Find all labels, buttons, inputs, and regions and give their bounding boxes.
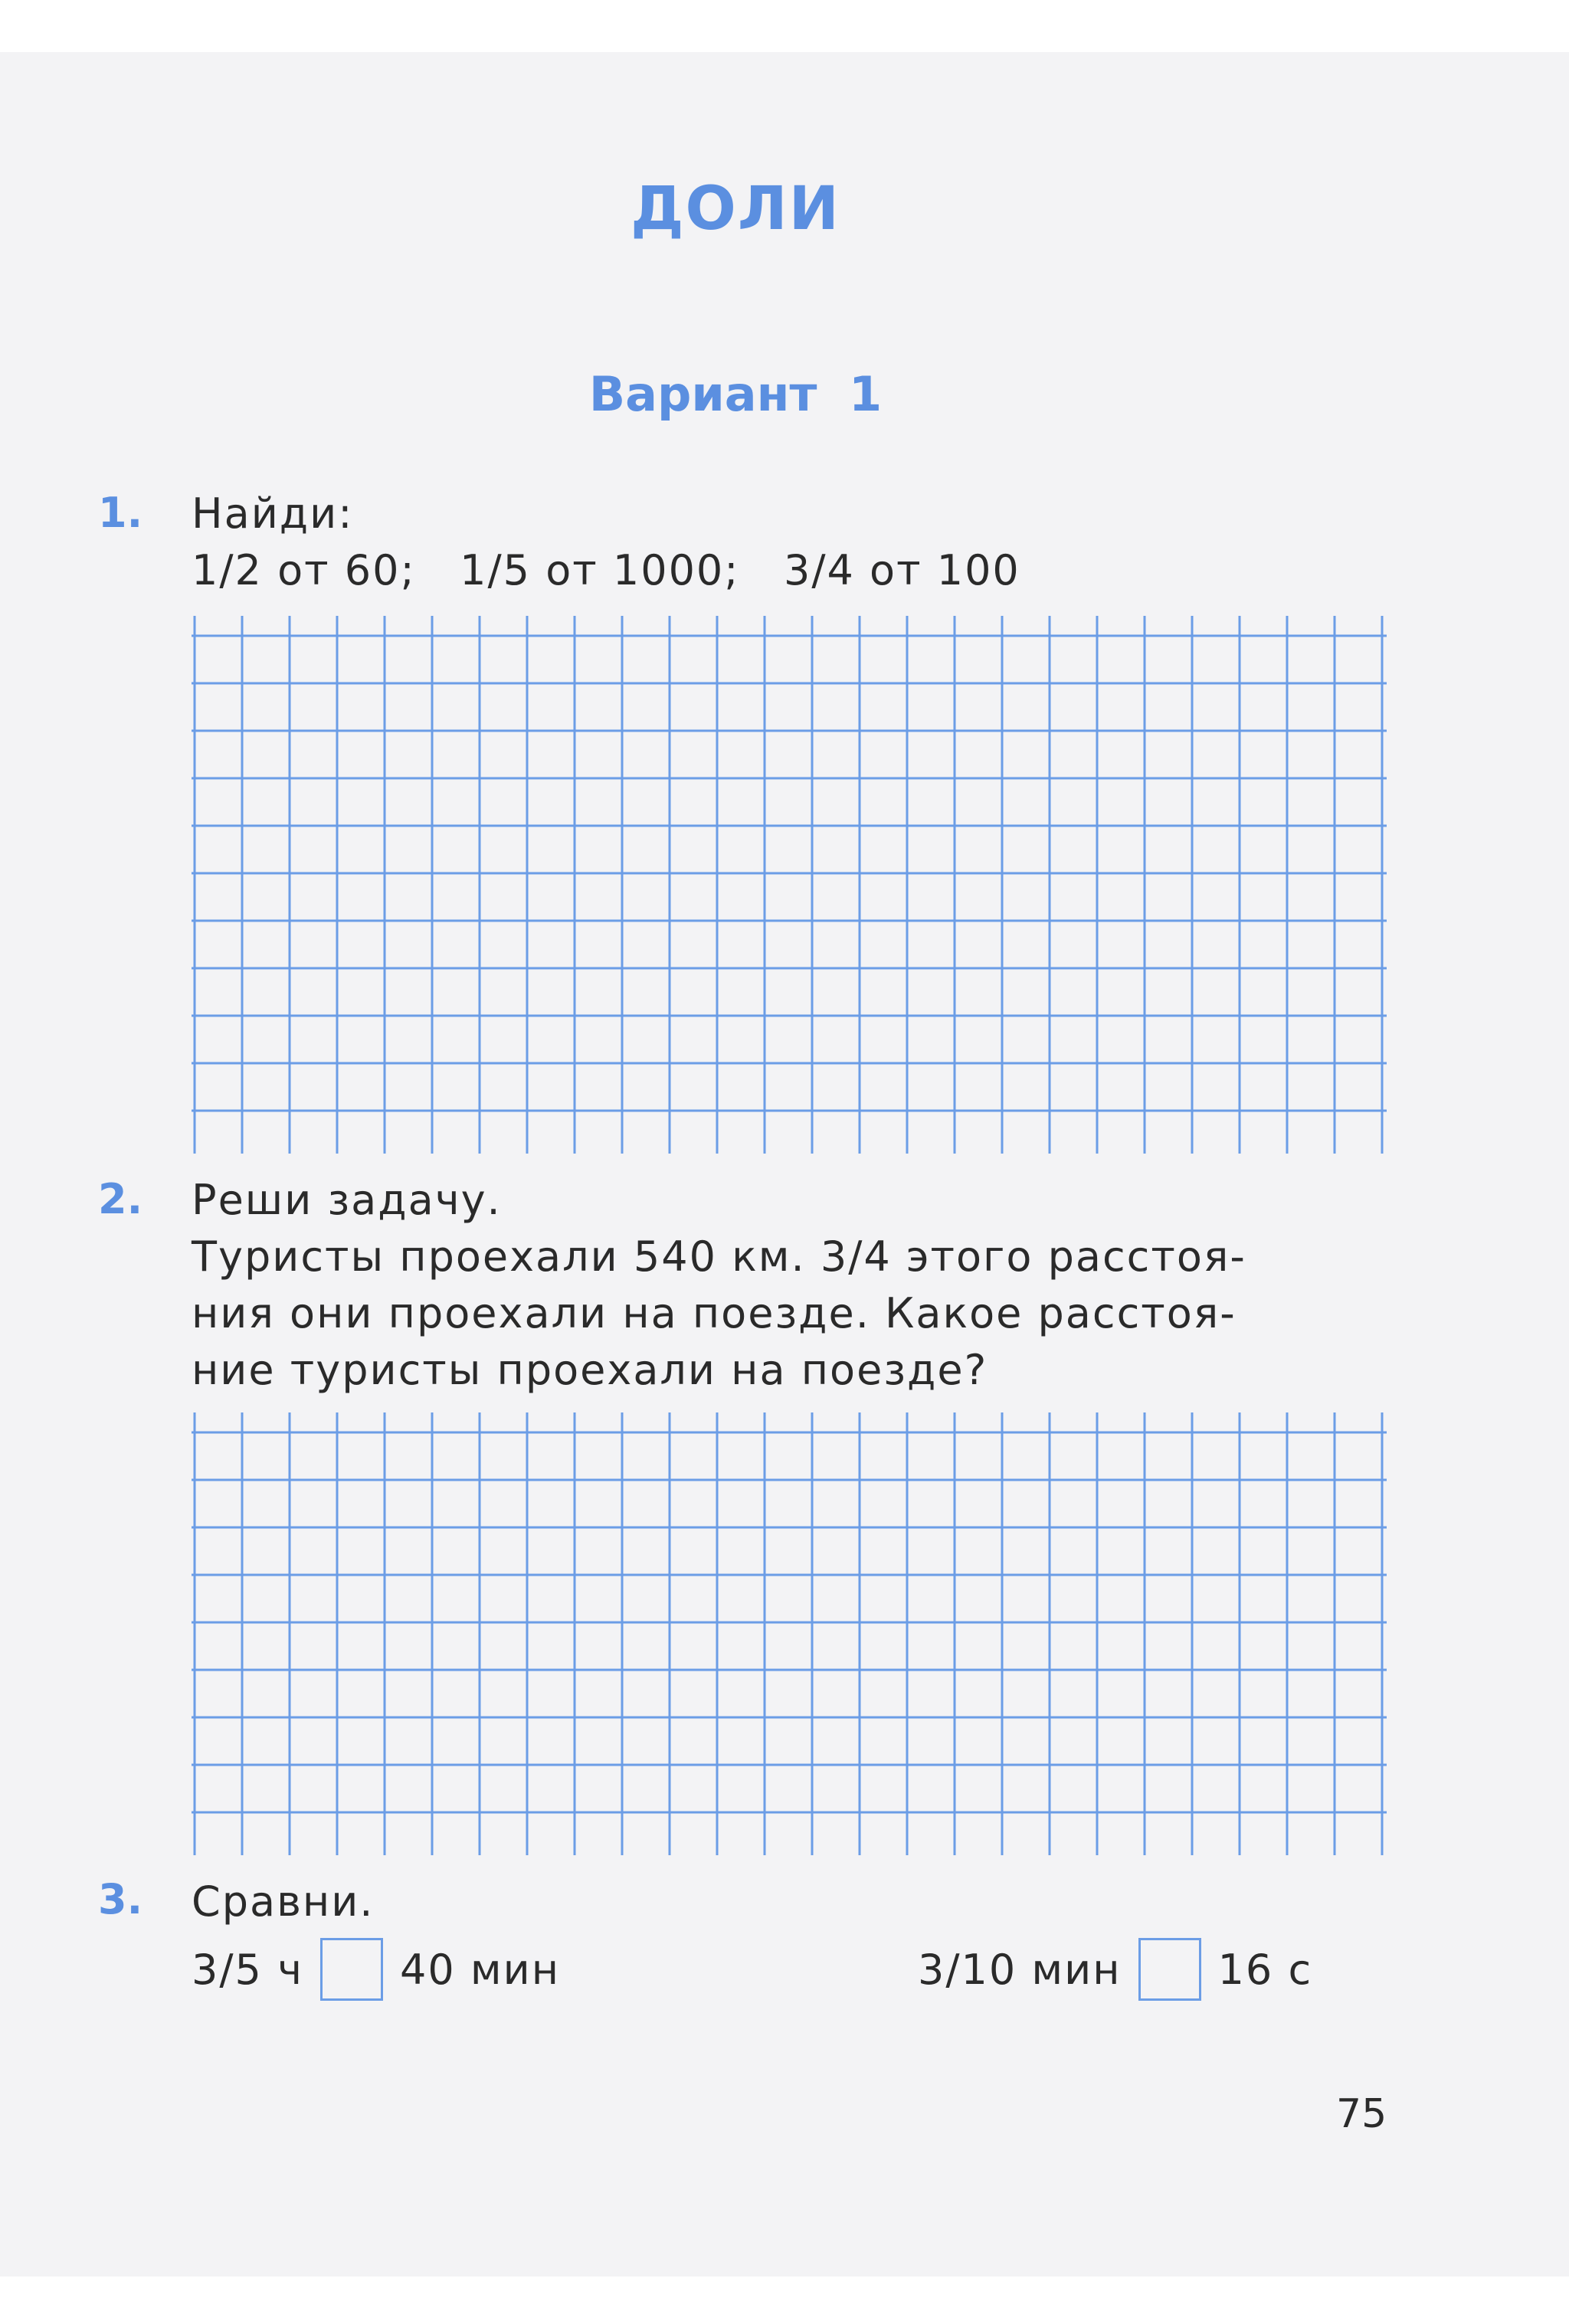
task-3-number: 3.	[98, 1875, 143, 1923]
task-1-expressions: 1/2 от 60; 1/5 от 1000; 3/4 от 100	[192, 546, 1020, 594]
task-1-number: 1.	[98, 489, 143, 537]
comparison-right	[918, 1938, 1312, 2001]
task-2-line-3: ние туристы проехали на поезде?	[192, 1346, 988, 1394]
comparison-left-b: 40 мин	[399, 1945, 560, 1994]
comparison-right-b: 16 с	[1217, 1945, 1313, 1994]
task-2-answer-grid[interactable]	[192, 1412, 1387, 1855]
page-title: ДОЛИ	[631, 175, 840, 244]
task-2-line-1: Туристы проехали 540 км. 3/4 этого расстоя-	[192, 1232, 1246, 1281]
task-1-answer-grid[interactable]	[192, 616, 1387, 1154]
task-3-prompt: Сравни.	[192, 1877, 375, 1926]
page-number: 75	[1336, 2091, 1387, 2137]
task-2-number: 2.	[98, 1175, 143, 1223]
task-2-prompt: Реши задачу.	[192, 1176, 502, 1224]
comparison-left-a: 3/5 ч	[192, 1945, 303, 1994]
task-1-prompt: Найди:	[192, 489, 354, 538]
comparison-right-a: 3/10 мин	[918, 1945, 1122, 1994]
comparison-left	[192, 1938, 560, 2001]
variant-heading: Вариант 1	[588, 366, 883, 422]
task-2-line-2: ния они проехали на поезде. Какое расстоя-	[192, 1289, 1237, 1337]
comparison-right-answer-box[interactable]	[1138, 1938, 1201, 2001]
comparison-left-answer-box[interactable]	[320, 1938, 383, 2001]
workbook-page	[0, 52, 1569, 2277]
